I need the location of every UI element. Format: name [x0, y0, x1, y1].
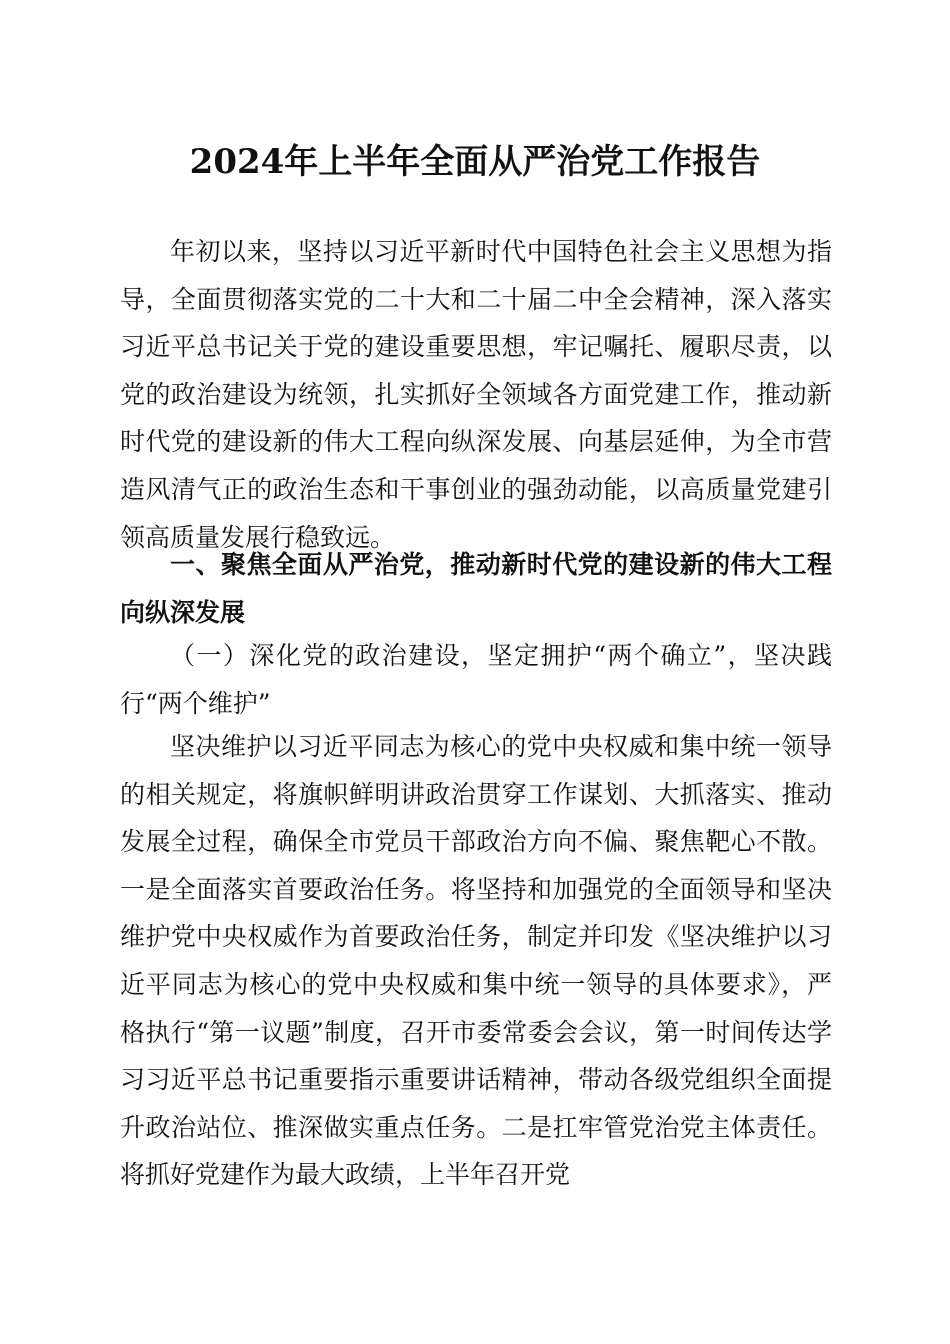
section-heading: 一、聚焦全面从严治党，推动新时代党的建设新的伟大工程向纵深发展 [120, 550, 832, 627]
body-paragraph: 坚决维护以习近平同志为核心的党中央权威和集中统一领导的相关规定，将旗帜鲜明讲政治贯穿工作谋划、大抓落实、推动发展全过程，确保全市党员干部政治方向不偏、聚焦靶心不散。一是全面落实首要政治任务。将坚持和加强党的全面领导和坚决维护党中央权威作为首要政治任务，制定并印发《坚决维护以习近平同志为核心的党中央权威和集中统一领导的具体要求》，严格执行“第一议题”制度，召开市委常委会会议，第一时间传达学习习近平总书记重要指示重要讲话精神，带动各级党组织全面提升政治站位、推深做实重点任务。二是扛牢管党治党主体责任。将抓好党建作为最大政绩，上半年召开党 [120, 732, 832, 1190]
document-title: 2024年上半年全面从严治党工作报告 [189, 142, 761, 182]
subsection-heading: （一）深化党的政治建设，坚定拥护“两个确立”，坚决践行“两个维护” [120, 641, 832, 718]
intro-paragraph: 年初以来，坚持以习近平新时代中国特色社会主义思想为指导，全面贯彻落实党的二十大和二十届二中全会精神，深入落实习近平总书记关于党的建设重要思想，牢记嘱托、履职尽责，以党的政治建设为统领，扎实抓好全领域各方面党建工作，推动新时代党的建设新的伟大工程向纵深发展、向基层延伸，为全市营造风清气正的政治生态和干事创业的强劲动能，以高质量党建引领高质量发展行稳致远。 [120, 237, 832, 552]
